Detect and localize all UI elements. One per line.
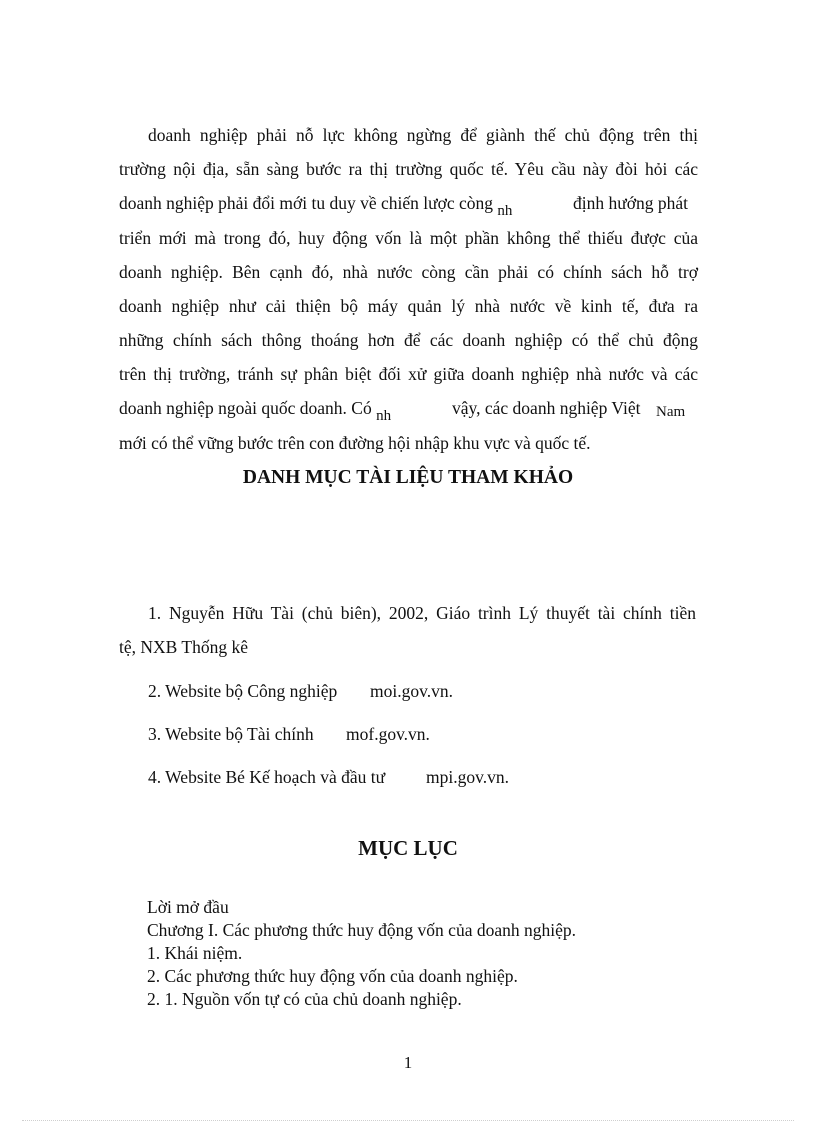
reference-item-1: 1. Nguyễn Hữu Tài (chủ biên), 2002, Giáo trình Lý thuyết tài chính tiền (148, 603, 696, 623)
reference-item-4-url: mpi.gov.vn. (426, 767, 509, 787)
paragraph-line-9-sub-2: Nam (656, 404, 686, 420)
paragraph-line-9-mid: vậy, các doanh nghiệp Việt (452, 398, 641, 418)
page-number: 1 (403, 1053, 413, 1072)
reference-item-2: 2. Website bộ Công nghiệp (148, 681, 338, 701)
paragraph-line-5: doanh nghiệp. Bên cạnh đó, nhà nước còng cần phải có chính sách hỗ trợ (119, 262, 698, 282)
toc-item-4: 2. Các phương thức huy động vốn của doanh nghiệp. (147, 966, 518, 986)
toc-item-2: Chương I. Các phương thức huy động vốn của doanh nghiệp. (147, 920, 576, 940)
paragraph-line-6: doanh nghiệp như cải thiện bộ máy quản lý nhà nước về kinh tế, đưa ra (119, 296, 698, 316)
paragraph-line-8: trên thị trường, tránh sự phân biệt đối xử giữa doanh nghiệp nhà nước và các (119, 364, 698, 384)
reference-item-4: 4. Website Bé Kế hoạch và đầu tư (148, 767, 386, 787)
paragraph-line-9 (119, 398, 686, 424)
page-bottom-rule (22, 1120, 794, 1121)
paragraph-line-3-text: doanh nghiệp phải đổi mới tu duy về chiến lược còng (119, 193, 494, 213)
paragraph-line-9-sub: nh (376, 408, 392, 424)
paragraph-line-3 (119, 193, 688, 219)
toc-item-5: 2. 1. Nguồn vốn tự có của chủ doanh nghiệp. (147, 989, 462, 1009)
paragraph-line-4: triển mới mà trong đó, huy động vốn là một phần không thể thiếu được của (119, 228, 698, 248)
toc-heading: MỤC LỤC (358, 836, 458, 860)
reference-item-1-cont: tệ, NXB Thống kê (119, 637, 248, 657)
paragraph-line-3-sub: nh (497, 203, 513, 219)
paragraph-line-10: mới có thể vững bước trên con đường hội nhập khu vực và quốc tế. (119, 433, 591, 453)
references-heading: DANH MỤC TÀI LIỆU THAM KHẢO (242, 467, 574, 488)
paragraph-line-2: trường nội địa, sẵn sàng bước ra thị trường quốc tế. Yêu cầu này đòi hỏi các (119, 159, 698, 179)
toc-item-1: Lời mở đầu (147, 897, 229, 917)
reference-item-3-url: mof.gov.vn. (346, 724, 430, 744)
reference-item-3: 3. Website bộ Tài chính (148, 724, 314, 744)
paragraph-line-1: doanh nghiệp phải nỗ lực không ngừng để giành thế chủ động trên thị (148, 125, 698, 145)
toc-item-3: 1. Khái niệm. (147, 943, 243, 963)
paragraph-line-9-text: doanh nghiệp ngoài quốc doanh. Có (119, 398, 372, 418)
paragraph-line-7: những chính sách thông thoáng hơn để các doanh nghiệp có thể chủ động (119, 330, 698, 350)
paragraph-line-3-end: định hướng phát (573, 193, 688, 213)
reference-item-2-url: moi.gov.vn. (370, 681, 453, 701)
